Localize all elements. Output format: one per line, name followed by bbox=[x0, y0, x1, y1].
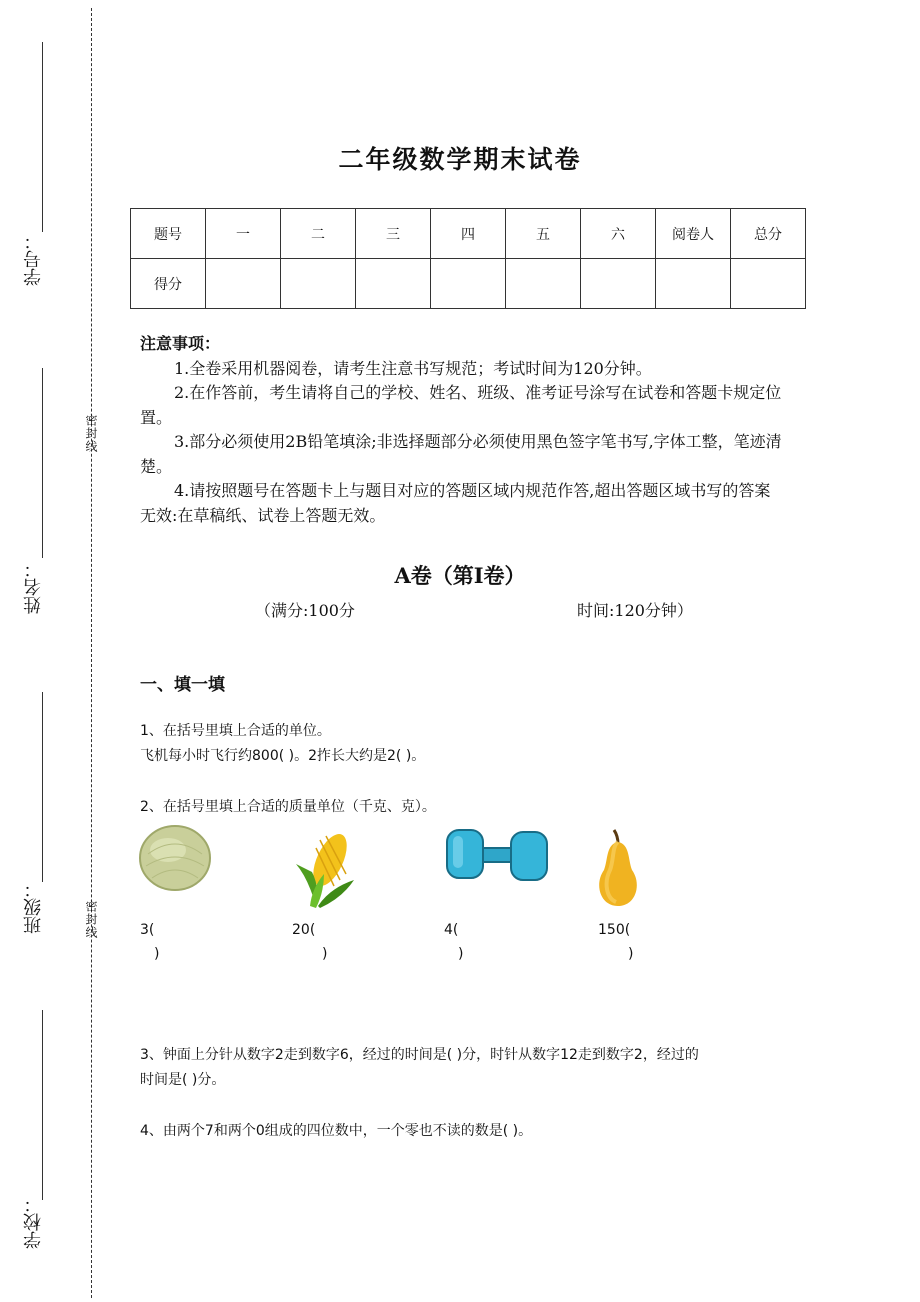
score-table-score-row bbox=[131, 259, 806, 309]
score-cell[interactable] bbox=[206, 259, 281, 309]
seal-text-bottom: 密封线 bbox=[84, 900, 98, 939]
notice-block bbox=[140, 332, 785, 528]
notice-item-2: 2.在作答前，考生请将自己的学校、姓名、班级、准考证号涂写在试卷和答题卡规定位置。 bbox=[140, 383, 782, 427]
score-cell-header: 题号 bbox=[131, 209, 206, 259]
question-3-line-2: 时间是( )分。 bbox=[140, 1072, 226, 1088]
score-cell[interactable] bbox=[581, 259, 656, 309]
question-2-prompt: 2、在括号里填上合适的质量单位（千克、克）。 bbox=[140, 799, 436, 815]
name-line bbox=[42, 368, 43, 558]
corn-icon bbox=[290, 828, 360, 914]
score-row-label: 得分 bbox=[131, 259, 206, 309]
pear-icon bbox=[592, 826, 644, 914]
section-1-title: 一、填一填 bbox=[140, 675, 225, 695]
dumbbell-icon bbox=[443, 826, 551, 888]
question-3-line-1: 3、钟面上分针从数字2走到数字6，经过的时间是( )分，时针从数字12走到数字2，经过的 bbox=[140, 1047, 699, 1063]
score-cell-header: 五 bbox=[506, 209, 581, 259]
score-cell[interactable] bbox=[431, 259, 506, 309]
q2-dumbbell-close: ) bbox=[458, 946, 464, 962]
q2-answer-melon bbox=[140, 918, 159, 966]
student-id-line bbox=[42, 42, 43, 232]
score-cell-header: 二 bbox=[281, 209, 356, 259]
score-cell[interactable] bbox=[356, 259, 431, 309]
q2-corn-value: 20( bbox=[292, 922, 316, 938]
q2-corn-close: ) bbox=[322, 946, 328, 962]
score-cell-header: 总分 bbox=[731, 209, 806, 259]
name-label: 姓名： bbox=[23, 560, 44, 614]
notice-item-1: 1.全卷采用机器阅卷，请考生注意书写规范；考试时间为120分钟。 bbox=[174, 358, 652, 378]
score-table bbox=[130, 208, 806, 309]
seal-text-top: 密封线 bbox=[84, 414, 98, 453]
q2-answer-dumbbell bbox=[444, 918, 463, 966]
score-cell-header: 三 bbox=[356, 209, 431, 259]
full-score-text: （满分:100分 bbox=[255, 601, 355, 620]
q2-dumbbell-value: 4( bbox=[444, 922, 459, 938]
score-cell[interactable] bbox=[506, 259, 581, 309]
notice-heading: 注意事项： bbox=[140, 334, 221, 353]
q2-pear-close: ) bbox=[628, 946, 634, 962]
class-label: 班级： bbox=[23, 880, 44, 934]
school-label: 学校： bbox=[23, 1195, 44, 1249]
school-line bbox=[42, 1010, 43, 1200]
notice-item-3: 3.部分必须使用2B铅笔填涂;非选择题部分必须使用黑色签字笔书写,字体工整，笔迹清楚。 bbox=[140, 432, 782, 476]
question-1-prompt: 1、在括号里填上合适的单位。 bbox=[140, 723, 331, 739]
time-text: 时间:120分钟） bbox=[577, 601, 693, 620]
score-table-header-row bbox=[131, 209, 806, 259]
page-title: 二年级数学期末试卷 bbox=[338, 145, 582, 174]
score-cell-header: 四 bbox=[431, 209, 506, 259]
question-1-body: 飞机每小时飞行约800( )。2拃长大约是2( )。 bbox=[140, 748, 426, 764]
score-cell[interactable] bbox=[656, 259, 731, 309]
score-cell-header: 一 bbox=[206, 209, 281, 259]
score-cell-header: 六 bbox=[581, 209, 656, 259]
question-4: 4、由两个7和两个0组成的四位数中，一个零也不读的数是( )。 bbox=[140, 1123, 533, 1139]
volume-title: A卷（第I卷） bbox=[394, 563, 526, 588]
q2-answer-pear bbox=[598, 918, 633, 966]
student-id-label: 学号： bbox=[23, 232, 44, 286]
binding-dashed-line bbox=[91, 8, 92, 1298]
q2-answer-corn bbox=[292, 918, 327, 966]
score-cell-header: 阅卷人 bbox=[656, 209, 731, 259]
notice-item-4: 4.请按照题号在答题卡上与题目对应的答题区域内规范作答,超出答题区域书写的答案无效:在草稿纸、试卷上答题无效。 bbox=[140, 481, 771, 525]
melon-icon bbox=[138, 824, 212, 896]
q2-melon-value: 3( bbox=[140, 922, 155, 938]
score-cell[interactable] bbox=[731, 259, 806, 309]
q2-melon-close: ) bbox=[154, 946, 160, 962]
score-cell[interactable] bbox=[281, 259, 356, 309]
class-line bbox=[42, 692, 43, 882]
q2-pear-value: 150( bbox=[598, 922, 631, 938]
